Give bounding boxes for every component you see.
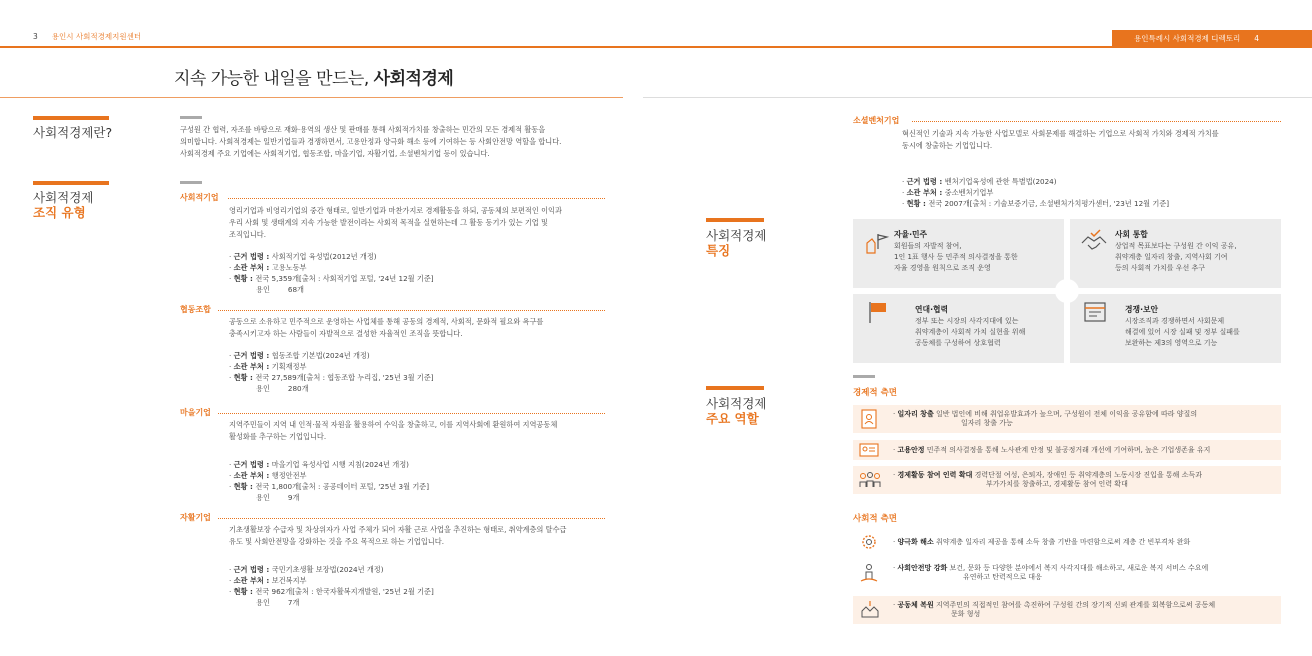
social-venture-tag: 소셜벤처기업 [853,116,900,125]
feature-line: 취약계층이 사회적 가치 실현을 위해 [915,328,1026,336]
accent-bar [706,386,764,390]
local-label: 용인 [256,598,270,607]
org-type-info [229,350,434,394]
page-title-normal: 지속 가능한 내일을 만드는, [174,69,374,89]
accent-bar [706,218,764,222]
org-type-desc [229,316,619,340]
desc-line: 유도 및 사회안전망을 강화하는 것을 주요 목적으로 하는 기업입니다. [229,537,444,546]
gear-people-icon [858,533,880,551]
law-row: · 근거 법령 : 국민기초생활 보장법(2024년 개정) [229,565,384,574]
social-venture-info [902,176,1169,209]
role-desc: 보건, 문화 등 다양한 분야에서 복지 사각지대를 해소하고, 새로운 복지 서비스 수요에 [949,564,1209,572]
document-person-icon [858,408,880,430]
role-desc-cont: 문화 형성 [951,610,981,618]
id-card-icon [858,442,880,458]
feature-line: 공동체를 구성하여 상호협력 [915,339,1001,347]
org-type-tag: 사회적기업 [180,193,219,202]
law-row: · 근거 법령 : 협동조합 기본법(2024년 개정) [229,351,370,360]
law-label: 근거 법령 [233,460,264,469]
header-right-tab [1112,30,1312,47]
law-value: 사회적기업 육성법(2012년 개정) [271,252,377,261]
law-row: · 근거 법령 : 벤처기업육성에 관한 특별법(2024) [902,177,1057,186]
local-count: 280개 [287,384,309,393]
dotted-leader [218,310,605,311]
local-count: 7개 [287,598,300,607]
org-type-desc [229,419,619,443]
local-row [229,597,434,608]
local-label: 용인 [256,384,270,393]
role-text: · 양극화 해소 취약계층 일자리 제공을 통해 소득 창출 기반을 마련함으로써 계층 간 빈부격차 완화 [893,538,1191,546]
accent-bar [33,116,109,120]
intro-text [180,124,620,160]
feature-title: 연대·협력 [915,305,949,314]
feature-line: 1인 1표 행사 등 민주적 의사결정을 통한 [894,253,1018,261]
local-label: 용인 [256,493,270,502]
flag-icon [863,299,891,327]
dept-row: · 소관 부처 : 고용노동부 [229,263,307,272]
role-desc: 취약계층 일자리 제공을 통해 소득 창출 기반을 마련함으로써 계층 간 빈부격차 완화 [935,538,1191,546]
local-row [229,284,434,295]
dept-row: · 소관 부처 : 중소벤처기업부 [902,188,994,197]
role-text: · 고용안정 민주적 의사결정을 통해 노사관계 안정 및 불공정거래 개선에 기여하며, 높은 기업생존율 유지 [893,446,1211,454]
feature-line: 시장조직과 경쟁하면서 사회문제 [1125,317,1225,325]
org-type-info [229,564,434,608]
feature-desc [894,241,1018,274]
status-row: · 현황 : 전국 962개[출처 : 한국자활복지개발원, '25년 2월 기준] [229,587,434,596]
dotted-leader [228,198,605,199]
org-type-desc [229,524,621,548]
desc-line: 기초생활보장 수급자 및 차상위자가 사업 주체가 되어 자활 근로 사업을 추진하는 형태로, 취약계층의 탈수급 [229,525,567,534]
law-label: 근거 법령 [233,351,264,360]
feature-desc [1125,316,1240,349]
dept-label: 소관 부처 [233,471,264,480]
role-row [853,440,1281,460]
economic-title: 경제적 측면 [853,388,898,398]
role-desc: 민주적 의사결정을 통해 노사관계 안정 및 불공정거래 개선에 기여하며, 높은 기업생존율 유지 [926,446,1211,454]
header-divider [0,46,1312,48]
feature-title: 사회 통합 [1115,230,1148,239]
role-text: · 경제활동 참여 인력 확대 경력단절 여성, 은퇴자, 장애인 등 취약계층의 노동시장 진입을 통해 소득과 부가가치를 창출하고, 경제활동 참여 인력 확대 [893,471,1202,488]
law-value: 마을기업 육성사업 시행 지침(2024년 개정) [271,460,409,469]
law-value: 국민기초생활 보장법(2024년 개정) [271,565,384,574]
grey-marker [180,181,202,184]
role-bold: 양극화 해소 [897,538,934,546]
status-row: · 현황 : 전국 2007개[출처 : 기술보증기금, 소셜벤처가치평가센터, '23년 12월 기준] [902,199,1170,208]
types-heading-line2: 조직 유형 [33,205,86,220]
intro-line: 의미합니다. 사회적경제는 일반기업들과 경쟁하면서, 고용안정과 양극화 해소 등에 기여하는 등 사회안전망 역할을 합니다. [180,137,562,146]
dept-value: 기획재정부 [271,362,307,371]
law-value: 벤처기업육성에 관한 특별법(2024) [944,177,1057,186]
feature-line: 보완하는 제3의 영역으로 기능 [1125,339,1218,347]
feature-line: 회원들의 자발적 참여, [894,242,962,250]
status-row: · 현황 : 전국 5,359개[출처 : 사회적기업 포털, '24년 12월 기준] [229,274,434,283]
roles-heading-line1: 사회적경제 [706,396,767,411]
role-row [853,596,1281,624]
status-label: 현황 [233,587,248,596]
role-bold: 고용안정 [897,446,925,454]
types-heading [33,190,93,220]
features-heading-line1: 사회적경제 [706,228,767,243]
role-text: · 공동체 복원 지역주민의 직접적인 참여를 촉진하여 구성원 간의 장기적 신뢰 관계를 회복함으로써 공동체 문화 형성 [893,601,1216,618]
page-title-bold: 사회적경제 [373,69,454,89]
status-row: · 현황 : 전국 27,589개[출처 : 협동조합 누리집, '25년 3월 기준] [229,373,434,382]
dotted-leader [218,518,605,519]
dept-row: · 소관 부처 : 행정안전부 [229,471,307,480]
role-row [853,559,1281,587]
org-type-info [229,459,429,503]
role-bold: 사회안전망 강화 [897,564,948,572]
feature-line: 해결에 있어 시장 실패 및 정부 실패를 [1125,328,1240,336]
intro-heading: 사회적경제란? [33,125,113,140]
local-count: 9개 [287,493,300,502]
people-group-icon [858,469,882,491]
org-name-right: 용인특례시 사회적경제 디렉토리 [1134,34,1241,43]
desc-line: 영리기업과 비영리기업의 중간 형태로, 일반기업과 마찬가지로 경제활동을 하되, 공동체의 보편적인 이익과 [229,206,562,215]
role-desc-cont: 일자리 창출 가능 [961,419,1013,427]
feature-card [853,294,1064,363]
handshake-icon [1080,229,1108,257]
dotted-leader [912,121,1281,122]
org-name-left: 용인시 사회적경제지원센터 [51,32,142,41]
section-divider-left [0,97,623,98]
org-type-desc [229,205,619,241]
feature-line: 상업적 목표보다는 구성원 간 이익 공유, [1115,242,1237,250]
law-row: · 근거 법령 : 마을기업 육성사업 시행 지침(2024년 개정) [229,460,409,469]
org-type-tag: 협동조합 [180,305,211,314]
status-value: 전국 5,359개[출처 : 사회적기업 포털, '24년 12월 기준] [255,274,434,283]
role-bold: 공동체 복원 [897,601,934,609]
intro-line: 구성원 간 협력, 자조를 바탕으로 재화·용역의 생산 및 판매를 통해 사회적가치를 창출하는 민간의 모든 경제적 활동을 [180,125,546,134]
community-icon [858,599,882,621]
desc-line: 조직입니다. [229,230,267,239]
social-venture-desc [902,128,1292,152]
org-type-tag: 자활기업 [180,513,211,522]
feature-title: 자율·민주 [894,230,928,239]
person-care-icon [858,562,880,584]
social-title: 사회적 측면 [853,514,898,524]
feature-desc [1115,241,1237,274]
roles-heading-line2: 주요 역할 [706,411,759,426]
page-number-left: 3 [33,32,38,41]
desc-line: 활성화를 추구하는 기업입니다. [229,432,327,441]
features-grid [853,219,1281,363]
role-desc-cont: 부가가치를 창출하고, 경제활동 참여 인력 확대 [986,480,1128,488]
status-value: 전국 962개[출처 : 한국자활복지개발원, '25년 2월 기준] [255,587,434,596]
dept-value: 고용노동부 [271,263,307,272]
role-bold: 경제활동 참여 인력 확대 [897,471,973,479]
local-row [229,492,429,503]
desc-line: 충족시키고자 하는 사람들이 자발적으로 결성한 자율적인 조직을 뜻합니다. [229,329,463,338]
status-label: 현황 [233,373,248,382]
role-desc: 경력단절 여성, 은퇴자, 장애인 등 취약계층의 노동시장 진입을 통해 소득과 [974,471,1202,479]
role-row [853,466,1281,494]
dept-label: 소관 부처 [233,263,264,272]
desc-line: 혁신적인 기술과 지속 가능한 사업모델로 사회문제를 해결하는 기업으로 사회적 가치와 경제적 가치를 [902,129,1219,138]
page-number-right: 4 [1254,34,1259,43]
feature-card [853,219,1064,288]
org-type-tag: 마을기업 [180,408,211,417]
dept-label: 소관 부처 [233,576,264,585]
feature-line: 정부 또는 시장의 사각지대에 있는 [915,317,1019,325]
grey-marker [853,375,875,378]
feature-desc [915,316,1025,349]
section-divider-right [643,97,1312,98]
local-count: 68개 [287,285,304,294]
grey-marker [180,116,202,119]
law-label: 근거 법령 [233,565,264,574]
feature-line: 등의 사회적 가치를 우선 추구 [1115,264,1206,272]
org-type-info [229,251,434,295]
feature-line: 취약계층 일자리 창출, 지역사회 기여 [1115,253,1228,261]
dept-row: · 소관 부처 : 기획재정부 [229,362,307,371]
status-value: 전국 1,800개[출처 : 공공데이터 포털, '25년 3월 기준] [255,482,430,491]
dept-row: · 소관 부처 : 보건복지부 [229,576,307,585]
status-row: · 현황 : 전국 1,800개[출처 : 공공데이터 포털, '25년 3월 기준] [229,482,430,491]
role-row [853,405,1281,433]
desc-line: 지역주민들이 지역 내 인적·물적 자원을 활용하여 수익을 창출하고, 이를 지역사회에 환원하여 지역공동체 [229,420,558,429]
local-label: 용인 [256,285,270,294]
dept-value: 중소벤처기업부 [944,188,994,197]
desc-line: 우리 사회 및 생태계의 지속 가능한 발전이라는 사회적 목적을 실현하는데 그 활동 동기가 있는 기업 및 [229,218,548,227]
desc-line: 공동으로 소유하고 민주적으로 운영하는 사업체를 통해 공동의 경제적, 사회적, 문화적 필요와 욕구를 [229,317,544,326]
hand-flag-icon [863,231,891,259]
status-value: 전국 2007개[출처 : 기술보증기금, 소셜벤처가치평가센터, '23년 12월 기준] [928,199,1170,208]
dept-value: 행정안전부 [271,471,307,480]
status-label: 현황 [906,199,921,208]
feature-card [1070,219,1281,288]
desc-line: 동시에 창출하는 기업입니다. [902,141,993,150]
features-heading-line2: 특징 [706,243,731,258]
types-heading-line1: 사회적경제 [33,190,94,205]
page-title [174,64,453,89]
intro-line: 사회적경제 주요 기업에는 사회적기업, 협동조합, 마을기업, 자활기업, 소셜벤처기업 등이 있습니다. [180,149,490,158]
center-circle [1055,279,1079,303]
features-heading [706,228,766,258]
accent-bar [33,181,109,185]
role-desc: 지역주민의 직접적인 참여를 촉진하여 구성원 간의 장기적 신뢰 관계를 회복함으로써 공동체 [935,601,1216,609]
feature-line: 자율 경영을 원칙으로 조직 운영 [894,264,991,272]
law-value: 협동조합 기본법(2024년 개정) [271,351,370,360]
local-row [229,383,434,394]
feature-title: 경쟁·보안 [1125,305,1159,314]
dotted-leader [218,413,605,414]
role-desc-cont: 유연하고 탄력적으로 대응 [963,573,1042,581]
role-text: · 일자리 창출 일반 법인에 비해 취업유발효과가 높으며, 구성원이 전체 이익을 공유함에 따라 양질의 일자리 창출 가능 [893,410,1198,427]
status-label: 현황 [233,274,248,283]
role-text: · 사회안전망 강화 보건, 문화 등 다양한 분야에서 복지 사각지대를 해소하고, 새로운 복지 서비스 수요에 유연하고 탄력적으로 대응 [893,564,1209,581]
role-desc: 일반 법인에 비해 취업유발효과가 높으며, 구성원이 전체 이익을 공유함에 따라 양질의 [935,410,1198,418]
status-label: 현황 [233,482,248,491]
dept-label: 소관 부처 [233,362,264,371]
dept-value: 보건복지부 [271,576,307,585]
feature-card [1070,294,1281,363]
role-bold: 일자리 창출 [897,410,934,418]
header-left [33,31,141,42]
law-label: 근거 법령 [233,252,264,261]
dept-label: 소관 부처 [906,188,937,197]
law-label: 근거 법령 [906,177,937,186]
status-value: 전국 27,589개[출처 : 협동조합 누리집, '25년 3월 기준] [255,373,434,382]
law-row: · 근거 법령 : 사회적기업 육성법(2012년 개정) [229,252,377,261]
roles-heading [706,396,766,426]
document-chart-icon [1082,300,1110,328]
role-row [853,532,1281,552]
